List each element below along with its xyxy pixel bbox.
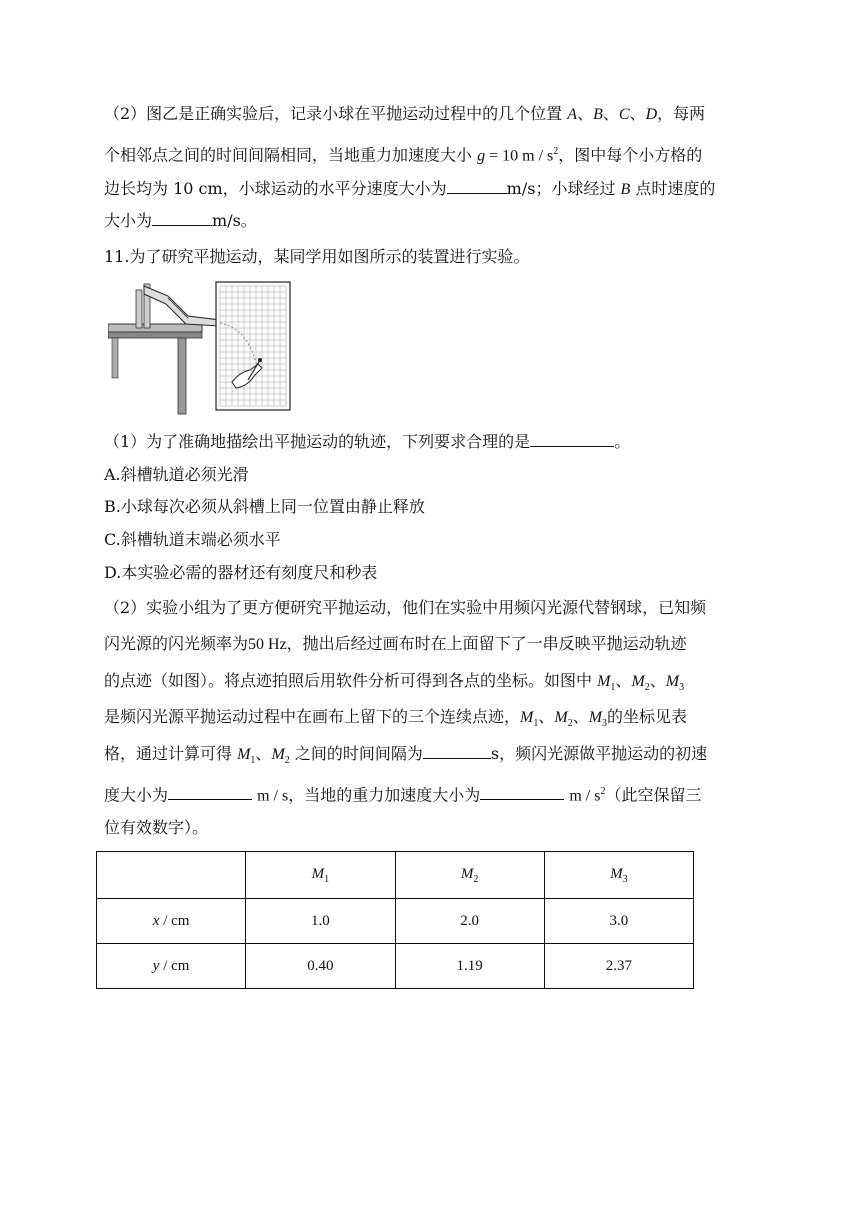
table-row — [97, 944, 694, 989]
q10-line-1: （2）图乙是正确实验后，记录小球在平抛运动过程中的几个位置 A、B、C、D，每两 — [104, 104, 706, 123]
answer-blank[interactable] — [168, 785, 252, 800]
table-row — [97, 899, 694, 944]
q11-part2-line-1: （2）实验小组为了更方便研究平抛运动，他们在实验中用频闪光源代替钢球，已知频 — [104, 598, 707, 617]
q11-stem: 11.为了研究平抛运动，某同学用如图所示的装置进行实验。 — [104, 247, 530, 266]
option-d: D.本实验必需的器材还有刻度尺和秒表 — [104, 563, 378, 582]
q11-part2-line-2: 闪光源的闪光频率为50 Hz，抛出后经过画布时在上面留下了一串反映平抛运动轨迹 — [104, 634, 687, 653]
table-cell: 2.0 — [395, 899, 544, 944]
answer-blank[interactable] — [480, 785, 564, 800]
row-label-x: x / cm — [97, 899, 246, 944]
table-cell: 1.19 — [395, 944, 544, 989]
table-cell: 2.37 — [544, 944, 693, 989]
option-a: A.斜槽轨道必须光滑 — [104, 465, 249, 484]
q10-line-2: 个相邻点之间的时间间隔相同，当地重力加速度大小 g = 10 m / $s^2$，图中每个小方格的 — [104, 145, 703, 165]
table-corner-cell — [97, 852, 246, 899]
table-header-m1: $M_1$ — [246, 852, 395, 899]
option-c: C.斜槽轨道末端必须水平 — [104, 530, 281, 549]
table-header-m2: $M_2$ — [395, 852, 544, 899]
table-cell: 1.0 — [246, 899, 395, 944]
q11-part2-line-6: 度大小为 m / s，当地的重力加速度大小为 m / $s^2$（此空保留三 — [104, 785, 702, 805]
table-cell: 3.0 — [544, 899, 693, 944]
q11-part2-line-7: 位有效数字）。 — [104, 818, 209, 837]
coordinate-table — [96, 851, 694, 989]
answer-blank[interactable] — [530, 432, 614, 447]
q11-part1: （1）为了准确地描绘出平抛运动的轨迹，下列要求合理的是 。 — [104, 432, 631, 451]
table-header-row — [97, 852, 694, 899]
q11-part2-line-4: 是频闪光源平抛运动过程中在画布上留下的三个连续点迹，$M_1$、$M_2$、$M_3$的坐标见表 — [104, 707, 688, 730]
apparatus-figure — [108, 280, 294, 416]
table-cell: 0.40 — [246, 944, 395, 989]
answer-blank[interactable] — [423, 744, 491, 759]
q10-line-4: 大小为 m/s。 — [104, 211, 257, 230]
answer-blank[interactable] — [447, 179, 507, 194]
q10-line-3: 边长均为 10 cm，小球运动的水平分速度大小为 m/s；小球经过 B 点时速度的 — [104, 179, 716, 198]
q11-part2-line-3: 的点迹（如图）。将点迹拍照后用软件分析可得到各点的坐标。如图中 $M_1$、$M_2$、$M_3$ — [104, 671, 685, 694]
option-b: B.小球每次必须从斜槽上同一位置由静止释放 — [104, 497, 425, 516]
table-header-m3: $M_3$ — [544, 852, 693, 899]
answer-blank[interactable] — [152, 211, 212, 226]
row-label-y: y / cm — [97, 944, 246, 989]
q11-part2-line-5: 格，通过计算可得 $M_1$、$M_2$ 之间的时间间隔为 s，频闪光源做平抛运动的初速 — [104, 744, 708, 767]
